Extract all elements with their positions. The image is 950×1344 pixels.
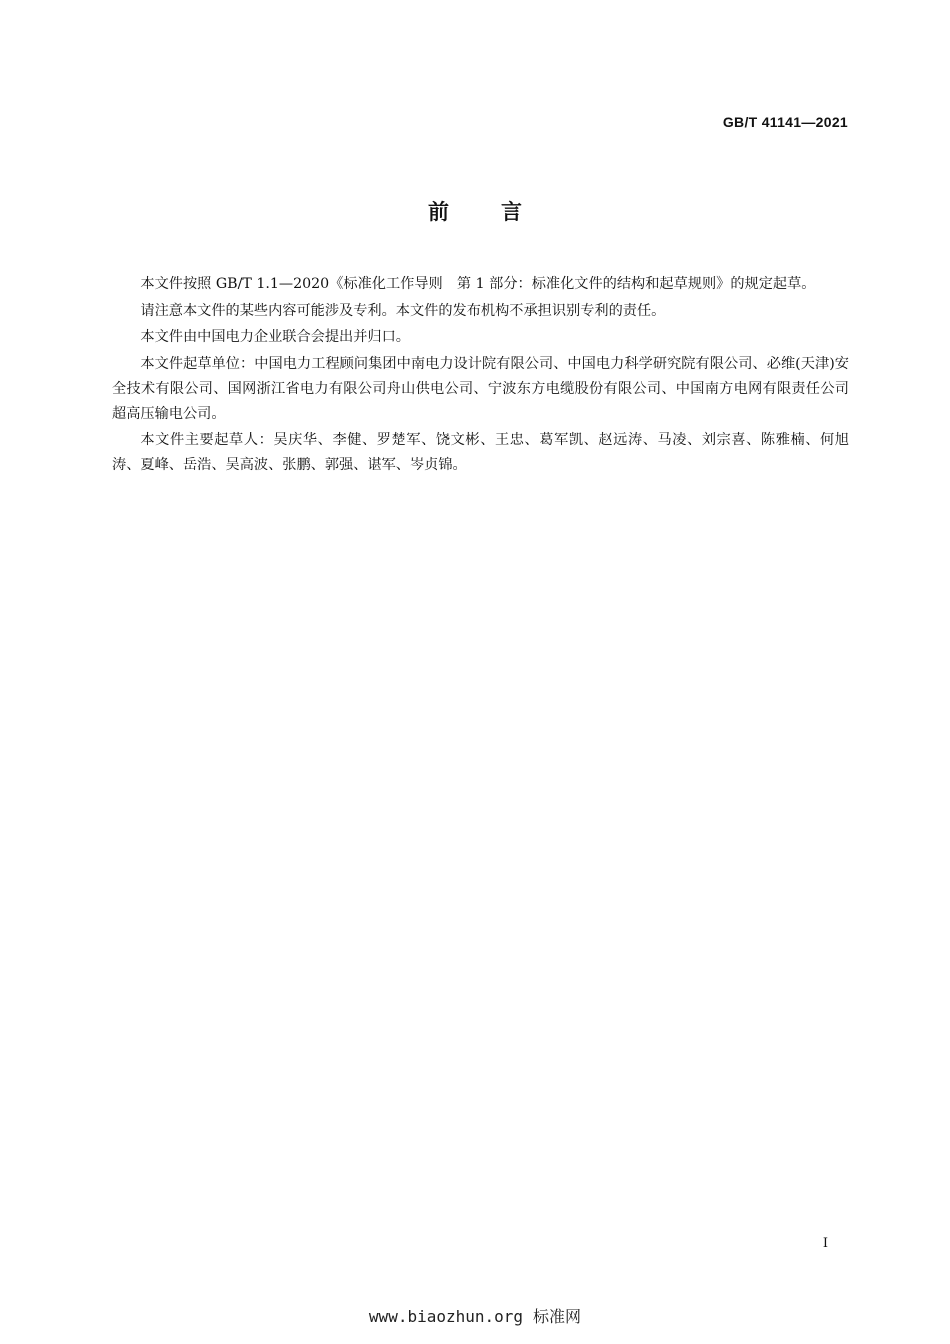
paragraph-drafters: 本文件主要起草人：吴庆华、李健、罗楚军、饶文彬、王忠、葛军凯、赵远涛、马凌、刘宗喜、陈雅楠、何旭涛、夏峰、岳浩、吴高波、张鹏、郭强、谌军、岑贞锦。 — [112, 432, 849, 473]
paragraph-patent-notice: 请注意本文件的某些内容可能涉及专利。本文件的发布机构不承担识别专利的责任。 — [140, 302, 666, 319]
paragraph-drafting-basis: 本文件按照 GB/T 1.1—2020《标准化工作导则 第 1 部分：标准化文件的结构和起草规则》的规定起草。 — [140, 276, 816, 292]
page-title: 前言 — [428, 200, 574, 224]
page-number: I — [822, 1236, 828, 1251]
standard-code: GB/T 41141—2021 — [722, 114, 848, 130]
watermark-site-name: 标准网 — [533, 1307, 582, 1326]
watermark-url: www.biaozhun.org — [368, 1307, 524, 1326]
paragraph-proposer: 本文件由中国电力企业联合会提出并归口。 — [140, 329, 410, 345]
watermark — [0, 1304, 950, 1327]
preface-body — [112, 272, 849, 480]
paragraph-drafting-units: 本文件起草单位：中国电力工程顾问集团中南电力设计院有限公司、中国电力科学研究院有限公司、必维(天津)安全技术有限公司、国网浙江省电力有限公司舟山供电公司、宁波东方电缆股份有限公司、中国南方电网有限责任公司超高压输电公司。 — [112, 355, 849, 422]
